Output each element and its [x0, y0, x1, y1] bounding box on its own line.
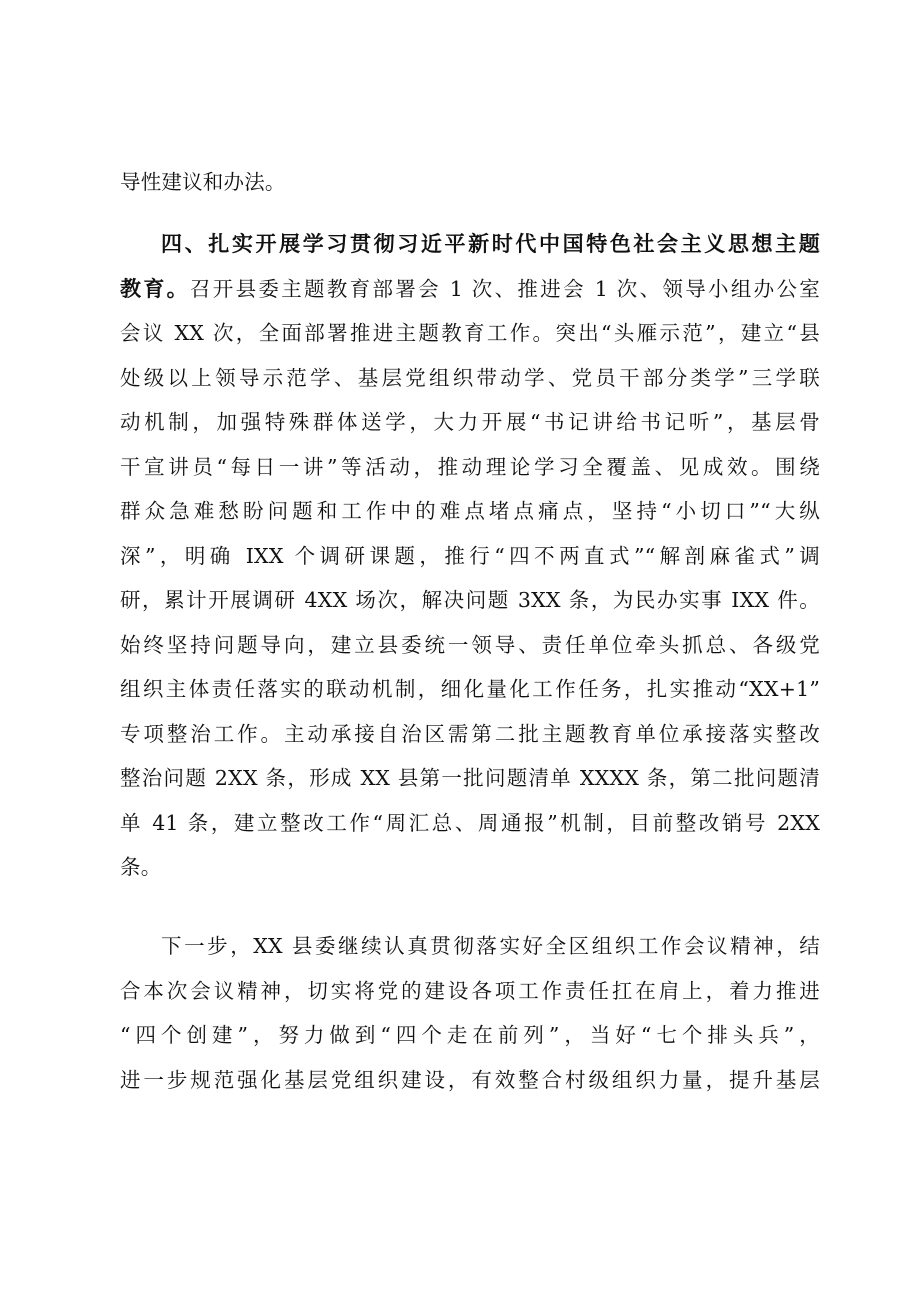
- section-four-heading-line2: 教育。: [120, 276, 190, 301]
- paragraph-line: 始终坚持问题导向，建立县委统一领导、责任单位牵头抓总、各级党: [120, 632, 820, 657]
- paragraph-line: 单 41 条，建立整改工作“周汇总、周通报”机制，目前整改销号 2XX: [120, 810, 820, 835]
- section-four-heading: [120, 222, 820, 267]
- paragraph-line: 条。: [120, 855, 162, 879]
- paragraph-line: 干宣讲员“每日一讲”等活动，推动理论学习全覆盖、见成效。围绕: [120, 454, 820, 479]
- paragraph-line: 会议 XX 次，全面部署推进主题教育工作。突出“头雁示范”，建立“县: [120, 321, 820, 345]
- paragraph-line: 整治问题 2XX 条，形成 XX 县第一批问题清单 XXXX 条，第二批问题清: [120, 766, 820, 790]
- paragraph-line: 专项整治工作。主动承接自治区需第二批主题教育单位承接落实整改: [120, 721, 820, 746]
- paragraph-line: 动机制，加强特殊群体送学，大力开展“书记讲给书记听”，基层骨: [120, 410, 820, 434]
- paragraph-line: [120, 267, 820, 312]
- paragraph-line: “四个创建”，努力做到“四个走在前列”，当好“七个排头兵”，: [120, 1023, 820, 1047]
- next-step-paragraph: [120, 924, 820, 1102]
- paragraph-line: 深”，明确 IXX 个调研课题，推行“四不两直式”“解剖麻雀式”调: [120, 543, 820, 568]
- section-four-paragraph: [120, 222, 820, 890]
- section-four-line2-text: 召开县委主题教育部署会 1 次、推进会 1 次、领导小组办公室: [189, 276, 820, 301]
- paragraph-line: 进一步规范强化基层党组织建设，有效整合村级组织力量，提升基层: [120, 1067, 820, 1092]
- previous-paragraph-tail: [120, 160, 820, 205]
- paragraph-line: 处级以上领导示范学、基层党组织带动学、党员干部分类学”三学联: [120, 365, 820, 390]
- paragraph-line: 研，累计开展调研 4XX 场次，解决问题 3XX 条，为民办实事 IXX 件。: [120, 588, 820, 612]
- paragraph-line: 导性建议和办法。: [120, 170, 286, 194]
- paragraph-line: 合本次会议精神，切实将党的建设各项工作责任扛在肩上，着力推进: [120, 978, 820, 1003]
- section-four-heading-line1: 四、扎实开展学习贯彻习近平新时代中国特色社会主义思想主题: [161, 232, 820, 256]
- paragraph-line: 下一步，XX 县委继续认真贯彻落实好全区组织工作会议精神，结: [161, 934, 820, 958]
- paragraph-line: 组织主体责任落实的联动机制，细化量化工作任务，扎实推动“XX+1”: [120, 677, 820, 701]
- paragraph-line: 群众急难愁盼问题和工作中的难点堵点痛点，坚持“小切口”“大纵: [120, 499, 820, 523]
